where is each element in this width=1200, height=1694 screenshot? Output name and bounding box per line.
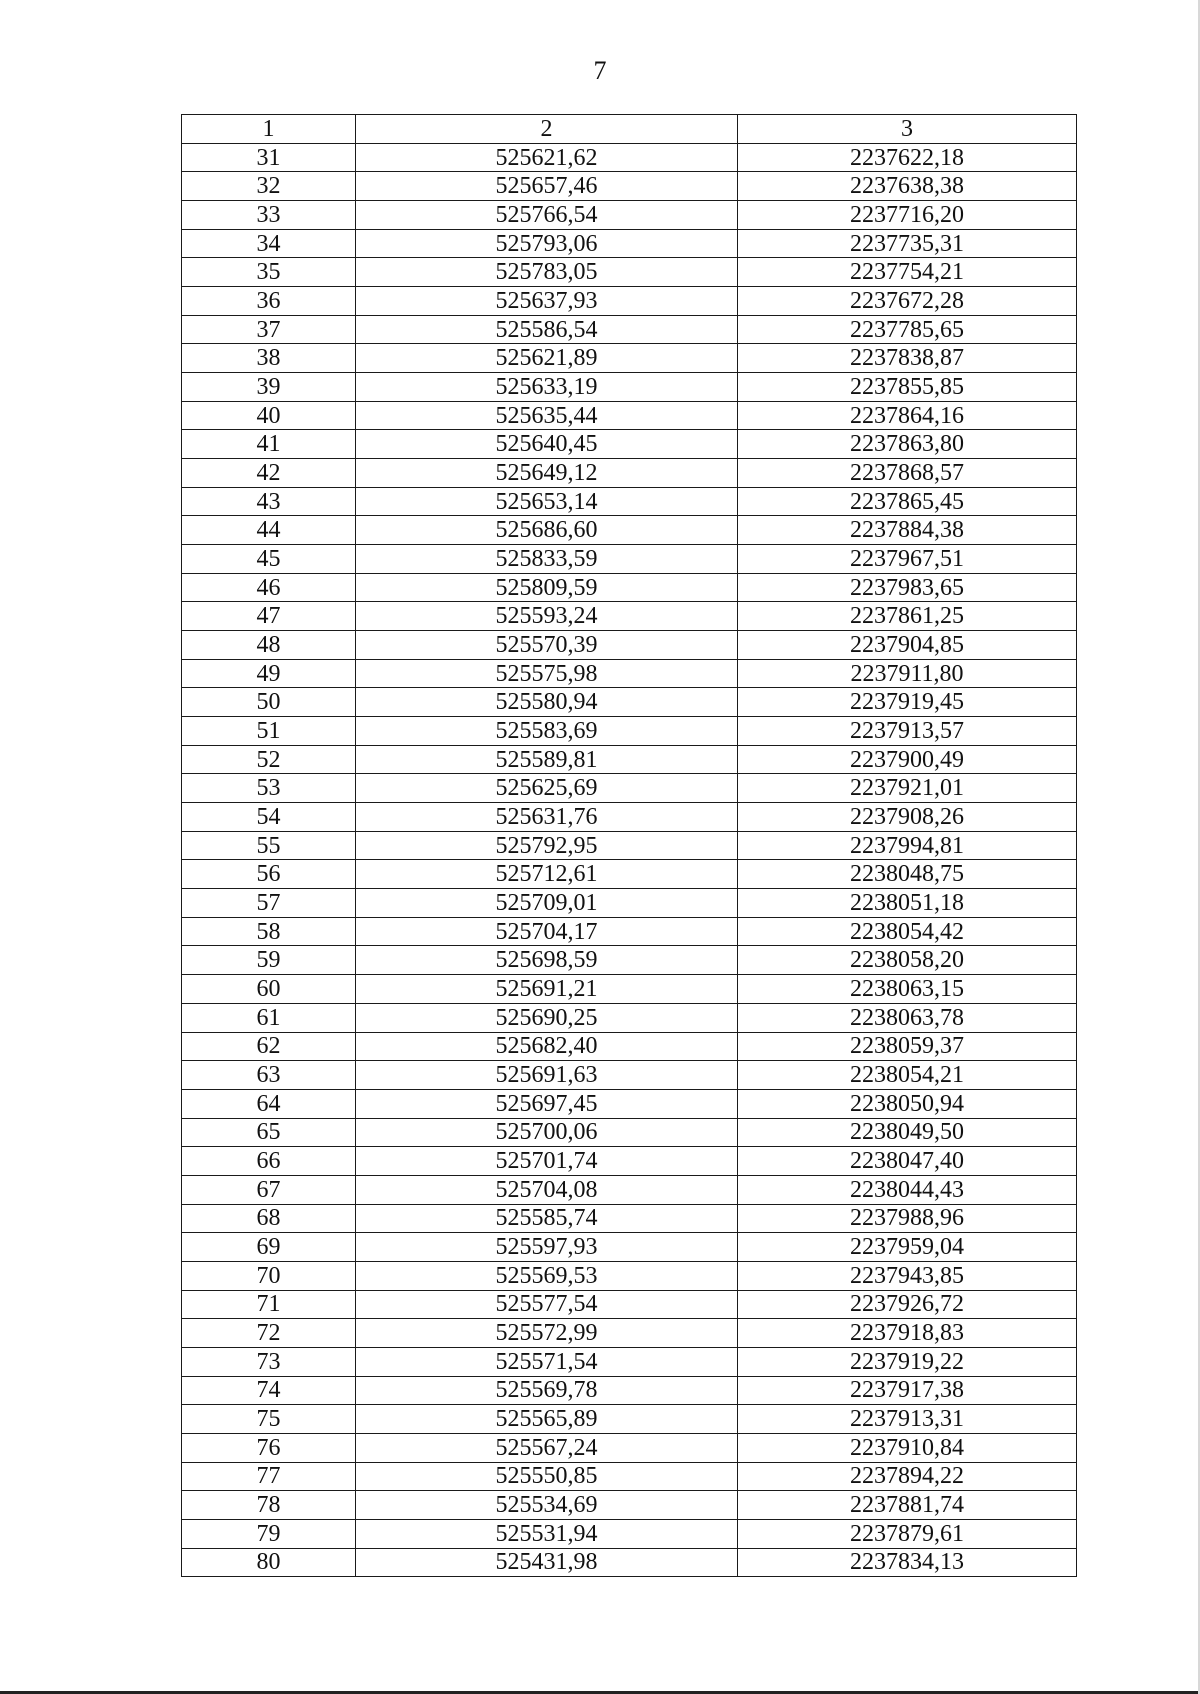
cell-col-3: 2237785,65: [738, 315, 1077, 344]
cell-col-1: 55: [182, 831, 356, 860]
table-header: [182, 115, 1077, 144]
cell-col-1: 40: [182, 401, 356, 430]
table-row: [182, 1089, 1077, 1118]
table-row: [182, 688, 1077, 717]
cell-col-1: 66: [182, 1147, 356, 1176]
cell-col-2: 525691,21: [356, 975, 738, 1004]
table-row: [182, 1233, 1077, 1262]
cell-col-1: 60: [182, 975, 356, 1004]
cell-col-1: 44: [182, 516, 356, 545]
cell-col-3: 2238048,75: [738, 860, 1077, 889]
cell-col-2: 525792,95: [356, 831, 738, 860]
cell-col-1: 49: [182, 659, 356, 688]
cell-col-2: 525621,62: [356, 143, 738, 172]
table-row: [182, 315, 1077, 344]
cell-col-1: 33: [182, 201, 356, 230]
cell-col-2: 525686,60: [356, 516, 738, 545]
table-row: [182, 201, 1077, 230]
cell-col-1: 52: [182, 745, 356, 774]
cell-col-2: 525682,40: [356, 1032, 738, 1061]
cell-col-2: 525701,74: [356, 1147, 738, 1176]
cell-col-2: 525704,08: [356, 1175, 738, 1204]
cell-col-2: 525586,54: [356, 315, 738, 344]
cell-col-3: 2237917,38: [738, 1376, 1077, 1405]
cell-col-3: 2237735,31: [738, 229, 1077, 258]
cell-col-3: 2237918,83: [738, 1319, 1077, 1348]
cell-col-1: 37: [182, 315, 356, 344]
cell-col-1: 71: [182, 1290, 356, 1319]
cell-col-2: 525531,94: [356, 1519, 738, 1548]
cell-col-3: 2237754,21: [738, 258, 1077, 287]
table-row: [182, 143, 1077, 172]
table-row: [182, 717, 1077, 746]
table-row: [182, 1491, 1077, 1520]
cell-col-1: 58: [182, 917, 356, 946]
cell-col-3: 2237919,22: [738, 1347, 1077, 1376]
cell-col-1: 38: [182, 344, 356, 373]
cell-col-3: 2237865,45: [738, 487, 1077, 516]
cell-col-3: 2237894,22: [738, 1462, 1077, 1491]
cell-col-3: 2238054,42: [738, 917, 1077, 946]
cell-col-2: 525653,14: [356, 487, 738, 516]
cell-col-2: 525572,99: [356, 1319, 738, 1348]
coordinates-table: [181, 114, 1077, 1577]
cell-col-1: 75: [182, 1405, 356, 1434]
cell-col-1: 53: [182, 774, 356, 803]
cell-col-2: 525593,24: [356, 602, 738, 631]
cell-col-3: 2237881,74: [738, 1491, 1077, 1520]
cell-col-2: 525567,24: [356, 1433, 738, 1462]
cell-col-1: 76: [182, 1433, 356, 1462]
cell-col-3: 2237911,80: [738, 659, 1077, 688]
cell-col-1: 42: [182, 459, 356, 488]
table-row: [182, 545, 1077, 574]
cell-col-2: 525569,78: [356, 1376, 738, 1405]
cell-col-3: 2237921,01: [738, 774, 1077, 803]
cell-col-1: 43: [182, 487, 356, 516]
cell-col-1: 32: [182, 172, 356, 201]
cell-col-3: 2238054,21: [738, 1061, 1077, 1090]
cell-col-3: 2237913,31: [738, 1405, 1077, 1434]
table-row: [182, 1433, 1077, 1462]
cell-col-2: 525635,44: [356, 401, 738, 430]
table-row: [182, 917, 1077, 946]
cell-col-2: 525589,81: [356, 745, 738, 774]
table-row: [182, 172, 1077, 201]
cell-col-3: 2237864,16: [738, 401, 1077, 430]
cell-col-3: 2238044,43: [738, 1175, 1077, 1204]
cell-col-3: 2237900,49: [738, 745, 1077, 774]
cell-col-2: 525571,54: [356, 1347, 738, 1376]
page-number: 7: [593, 56, 607, 85]
cell-col-1: 36: [182, 287, 356, 316]
table-row: [182, 1548, 1077, 1577]
table-row: [182, 659, 1077, 688]
table-row: [182, 1290, 1077, 1319]
table-row: [182, 1175, 1077, 1204]
cell-col-2: 525585,74: [356, 1204, 738, 1233]
table-row: [182, 287, 1077, 316]
cell-col-3: 2237672,28: [738, 287, 1077, 316]
cell-col-1: 65: [182, 1118, 356, 1147]
cell-col-3: 2237910,84: [738, 1433, 1077, 1462]
cell-col-2: 525698,59: [356, 946, 738, 975]
cell-col-2: 525569,53: [356, 1261, 738, 1290]
cell-col-1: 69: [182, 1233, 356, 1262]
cell-col-1: 72: [182, 1319, 356, 1348]
cell-col-1: 80: [182, 1548, 356, 1577]
cell-col-3: 2238063,15: [738, 975, 1077, 1004]
cell-col-1: 73: [182, 1347, 356, 1376]
table-row: [182, 229, 1077, 258]
cell-col-3: 2237855,85: [738, 373, 1077, 402]
table-row: [182, 344, 1077, 373]
cell-col-1: 50: [182, 688, 356, 717]
cell-col-1: 39: [182, 373, 356, 402]
cell-col-2: 525793,06: [356, 229, 738, 258]
cell-col-2: 525783,05: [356, 258, 738, 287]
table-row: [182, 1147, 1077, 1176]
cell-col-3: 2238050,94: [738, 1089, 1077, 1118]
header-cell-col-3: 3: [738, 115, 1077, 144]
cell-col-3: 2237988,96: [738, 1204, 1077, 1233]
cell-col-1: 48: [182, 631, 356, 660]
cell-col-3: 2237861,25: [738, 602, 1077, 631]
cell-col-3: 2237994,81: [738, 831, 1077, 860]
table-row: [182, 258, 1077, 287]
table-row: [182, 459, 1077, 488]
cell-col-2: 525633,19: [356, 373, 738, 402]
cell-col-2: 525570,39: [356, 631, 738, 660]
cell-col-2: 525712,61: [356, 860, 738, 889]
table-row: [182, 889, 1077, 918]
table-row: [182, 1061, 1077, 1090]
cell-col-3: 2237926,72: [738, 1290, 1077, 1319]
table-row: [182, 1003, 1077, 1032]
cell-col-2: 525833,59: [356, 545, 738, 574]
cell-col-3: 2237868,57: [738, 459, 1077, 488]
cell-col-3: 2237879,61: [738, 1519, 1077, 1548]
cell-col-2: 525657,46: [356, 172, 738, 201]
table-header-row: [182, 115, 1077, 144]
cell-col-2: 525649,12: [356, 459, 738, 488]
cell-col-3: 2238063,78: [738, 1003, 1077, 1032]
cell-col-2: 525640,45: [356, 430, 738, 459]
cell-col-1: 51: [182, 717, 356, 746]
table-row: [182, 1376, 1077, 1405]
cell-col-3: 2237919,45: [738, 688, 1077, 717]
cell-col-3: 2238047,40: [738, 1147, 1077, 1176]
table-row: [182, 1032, 1077, 1061]
header-cell-col-2: 2: [356, 115, 738, 144]
cell-col-2: 525583,69: [356, 717, 738, 746]
cell-col-3: 2237716,20: [738, 201, 1077, 230]
header-cell-col-1: 1: [182, 115, 356, 144]
cell-col-1: 59: [182, 946, 356, 975]
table-row: [182, 487, 1077, 516]
table-row: [182, 373, 1077, 402]
cell-col-3: 2237622,18: [738, 143, 1077, 172]
cell-col-1: 54: [182, 803, 356, 832]
cell-col-3: 2238049,50: [738, 1118, 1077, 1147]
cell-col-3: 2237638,38: [738, 172, 1077, 201]
cell-col-3: 2237863,80: [738, 430, 1077, 459]
table-row: [182, 1204, 1077, 1233]
table-row: [182, 745, 1077, 774]
table-row: [182, 860, 1077, 889]
table-row: [182, 1519, 1077, 1548]
cell-col-2: 525625,69: [356, 774, 738, 803]
cell-col-3: 2237834,13: [738, 1548, 1077, 1577]
cell-col-1: 45: [182, 545, 356, 574]
cell-col-3: 2237943,85: [738, 1261, 1077, 1290]
cell-col-1: 67: [182, 1175, 356, 1204]
table-row: [182, 1319, 1077, 1348]
cell-col-1: 74: [182, 1376, 356, 1405]
cell-col-1: 63: [182, 1061, 356, 1090]
cell-col-2: 525690,25: [356, 1003, 738, 1032]
table-row: [182, 516, 1077, 545]
table-row: [182, 401, 1077, 430]
cell-col-3: 2238058,20: [738, 946, 1077, 975]
cell-col-2: 525697,45: [356, 1089, 738, 1118]
cell-col-2: 525704,17: [356, 917, 738, 946]
cell-col-2: 525597,93: [356, 1233, 738, 1262]
table-row: [182, 602, 1077, 631]
cell-col-3: 2237983,65: [738, 573, 1077, 602]
cell-col-1: 78: [182, 1491, 356, 1520]
table-row: [182, 1261, 1077, 1290]
cell-col-3: 2237838,87: [738, 344, 1077, 373]
cell-col-2: 525580,94: [356, 688, 738, 717]
table-body: [182, 143, 1077, 1577]
table-row: [182, 1462, 1077, 1491]
cell-col-3: 2237884,38: [738, 516, 1077, 545]
table-row: [182, 430, 1077, 459]
cell-col-2: 525700,06: [356, 1118, 738, 1147]
table-row: [182, 975, 1077, 1004]
cell-col-1: 31: [182, 143, 356, 172]
cell-col-1: 46: [182, 573, 356, 602]
cell-col-1: 61: [182, 1003, 356, 1032]
cell-col-2: 525577,54: [356, 1290, 738, 1319]
table-row: [182, 831, 1077, 860]
cell-col-1: 35: [182, 258, 356, 287]
cell-col-3: 2237967,51: [738, 545, 1077, 574]
cell-col-1: 62: [182, 1032, 356, 1061]
table-row: [182, 803, 1077, 832]
cell-col-2: 525809,59: [356, 573, 738, 602]
cell-col-1: 47: [182, 602, 356, 631]
cell-col-1: 41: [182, 430, 356, 459]
cell-col-3: 2237904,85: [738, 631, 1077, 660]
table-row: [182, 1405, 1077, 1434]
cell-col-1: 68: [182, 1204, 356, 1233]
cell-col-3: 2237913,57: [738, 717, 1077, 746]
cell-col-2: 525691,63: [356, 1061, 738, 1090]
table-row: [182, 946, 1077, 975]
cell-col-3: 2238051,18: [738, 889, 1077, 918]
cell-col-1: 70: [182, 1261, 356, 1290]
cell-col-2: 525431,98: [356, 1548, 738, 1577]
cell-col-3: 2237959,04: [738, 1233, 1077, 1262]
table-row: [182, 573, 1077, 602]
cell-col-2: 525534,69: [356, 1491, 738, 1520]
table-row: [182, 1347, 1077, 1376]
cell-col-3: 2238059,37: [738, 1032, 1077, 1061]
cell-col-2: 525766,54: [356, 201, 738, 230]
cell-col-3: 2237908,26: [738, 803, 1077, 832]
cell-col-1: 34: [182, 229, 356, 258]
cell-col-2: 525631,76: [356, 803, 738, 832]
table-row: [182, 774, 1077, 803]
table-row: [182, 631, 1077, 660]
cell-col-1: 57: [182, 889, 356, 918]
cell-col-1: 77: [182, 1462, 356, 1491]
table-row: [182, 1118, 1077, 1147]
cell-col-2: 525621,89: [356, 344, 738, 373]
cell-col-2: 525637,93: [356, 287, 738, 316]
cell-col-1: 79: [182, 1519, 356, 1548]
cell-col-1: 64: [182, 1089, 356, 1118]
cell-col-2: 525565,89: [356, 1405, 738, 1434]
cell-col-2: 525575,98: [356, 659, 738, 688]
cell-col-1: 56: [182, 860, 356, 889]
cell-col-2: 525550,85: [356, 1462, 738, 1491]
cell-col-2: 525709,01: [356, 889, 738, 918]
